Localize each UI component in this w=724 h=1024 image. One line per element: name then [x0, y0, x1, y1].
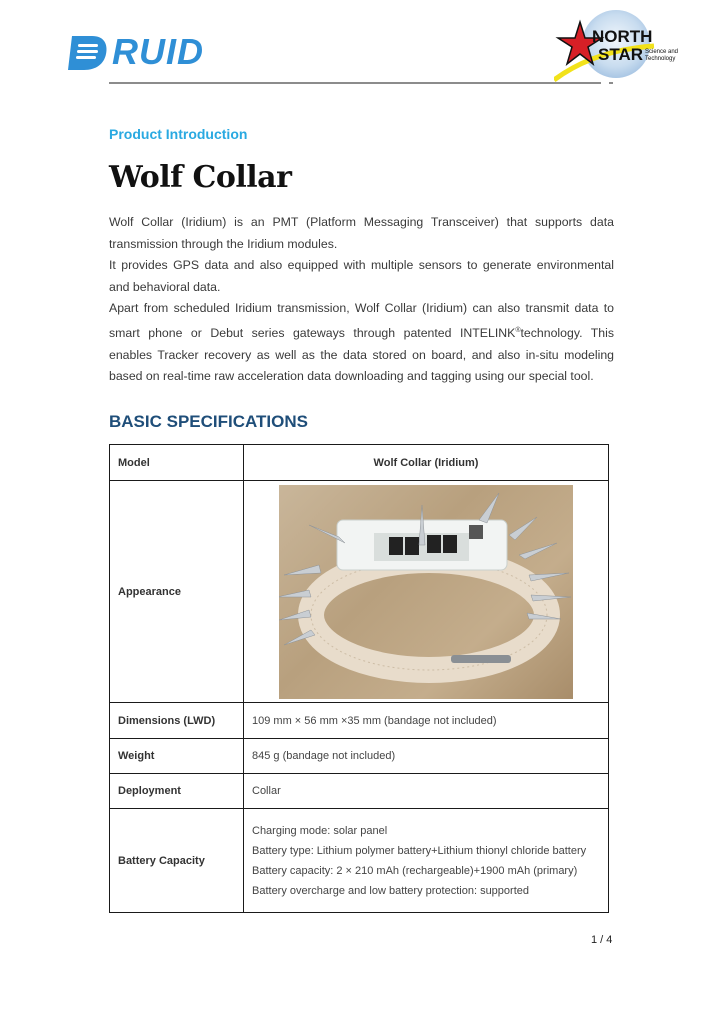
- table-row-weight: [110, 739, 609, 774]
- north-star-logo: [554, 10, 714, 82]
- spec-label: Weight: [110, 739, 244, 774]
- spec-label: Battery Capacity: [110, 809, 244, 913]
- battery-charging-mode: Charging mode: solar panel: [252, 824, 388, 837]
- spec-label: Model: [110, 445, 244, 481]
- battery-capacity: Battery capacity: 2 × 210 mAh (rechargeable)+1900 mAh (primary): [252, 864, 578, 877]
- product-photo: [279, 485, 573, 699]
- battery-protection: Battery overcharge and low battery protection: supported: [252, 884, 529, 897]
- intro-paragraph-2: It provides GPS data and also equipped with multiple sensors to generate environmental and behavioral data.: [109, 258, 614, 294]
- spec-value: Collar: [244, 774, 609, 809]
- spec-value: [244, 481, 609, 703]
- battery-type: Battery type: Lithium polymer battery+Lithium thionyl chloride battery: [252, 844, 587, 857]
- svg-text:NORTH: NORTH: [592, 27, 653, 46]
- spec-value: 845 g (bandage not included): [244, 739, 609, 774]
- spec-value: [244, 809, 609, 913]
- header-divider-end: [609, 82, 613, 84]
- spec-value: 109 mm × 56 mm ×35 mm (bandage not included): [244, 703, 609, 739]
- table-row-deployment: [110, 774, 609, 809]
- svg-text:Technology: Technology: [645, 56, 676, 62]
- spec-heading: BASIC SPECIFICATIONS: [109, 412, 308, 431]
- spec-label: Dimensions (LWD): [110, 703, 244, 739]
- table-row-dimensions: [110, 703, 609, 739]
- page-number: 1 / 4: [591, 934, 613, 946]
- intro-paragraph-3: Apart from scheduled Iridium transmission, Wolf Collar (Iridium) can also transmit data to smart phone or Debut series gateways through patented INTELINK®technology. This enables Tracker recovery as well as the data stored on board, and also in-situ modeling based on real-time raw acceleration data downloading and tagging using our special tool.: [109, 301, 614, 384]
- intro-paragraph-1: Wolf Collar (Iridium) is an PMT (Platform Messaging Transceiver) that supports data transmission through the Iridium modules.: [109, 215, 614, 251]
- page-title: Wolf Collar: [109, 160, 292, 195]
- section-label: Product Introduction: [109, 126, 248, 142]
- spec-value: Wolf Collar (Iridium): [244, 445, 609, 481]
- svg-text:Science and: Science and: [645, 49, 679, 55]
- druid-logo: [66, 30, 204, 74]
- druid-logo-text: RUID: [112, 31, 204, 72]
- spec-label: Deployment: [110, 774, 244, 809]
- table-row-battery: [110, 809, 609, 913]
- table-row-appearance: [110, 481, 609, 703]
- header-divider: [109, 82, 601, 84]
- svg-text:STAR: STAR: [598, 45, 644, 64]
- spec-label: Appearance: [110, 481, 244, 703]
- table-row-model: [110, 445, 609, 481]
- druid-d-mark-icon: [66, 32, 110, 72]
- spec-table: [109, 444, 609, 913]
- intro-text: [109, 212, 614, 388]
